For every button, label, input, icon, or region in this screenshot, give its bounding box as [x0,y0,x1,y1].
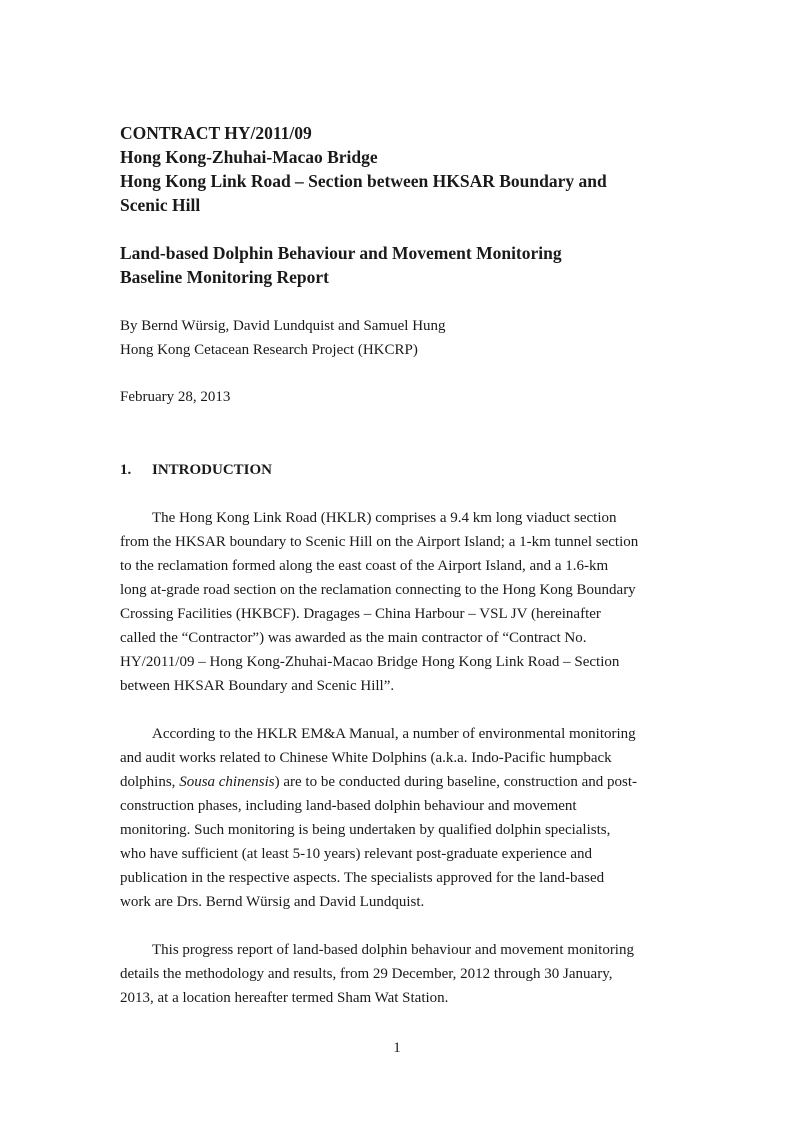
report-title-line1: Land-based Dolphin Behaviour and Movement Monitoring [120,243,562,263]
text-run: ) are to be conducted during baseline, construction and post- [274,774,637,790]
section-heading [120,458,272,482]
paragraph-line: long at-grade road section on the reclamation connecting to the Hong Kong Boundary [120,582,636,598]
text-run: dolphins, [120,774,180,790]
report-title-line2: Baseline Monitoring Report [120,267,330,287]
paragraph-line: The Hong Kong Link Road (HKLR) comprises a 9.4 km long viaduct section [152,510,617,526]
paragraph-2 [120,722,680,914]
paragraph-line: who have sufficient (at least 5-10 years) relevant post-graduate experience and [120,846,593,862]
paragraph-line: 2013, at a location hereafter termed Sham Wat Station. [120,990,449,1006]
paragraph-line: details the methodology and results, from 29 December, 2012 through 30 January, [120,966,613,982]
paragraph-line: Crossing Facilities (HKBCF). Dragages – China Harbour – VSL JV (hereinafter [120,606,601,622]
section-title: INTRODUCTION [152,462,273,478]
page-number: 1 [393,1040,401,1056]
report-title [120,241,562,289]
project-section-line2: Scenic Hill [120,195,201,215]
paragraph-line: between HKSAR Boundary and Scenic Hill”. [120,678,395,694]
paragraph-line [120,770,680,794]
contract-title [120,121,680,217]
authors-block [120,314,446,362]
paragraph-3 [120,938,680,1010]
paragraph-line: publication in the respective aspects. The specialists approved for the land-based [120,870,605,886]
contract-number: CONTRACT HY/2011/09 [120,123,312,143]
paragraph-line: construction phases, including land-based dolphin behaviour and movement [120,798,577,814]
paragraph-line: This progress report of land-based dolphin behaviour and movement monitoring [152,942,634,958]
species-name: Sousa chinensis [179,774,275,790]
paragraph-line: HY/2011/09 – Hong Kong-Zhuhai-Macao Bridge Hong Kong Link Road – Section [120,654,620,670]
project-section-line1: Hong Kong Link Road – Section between HKSAR Boundary and [120,171,607,191]
report-date: February 28, 2013 [120,389,231,405]
paragraph-line: to the reclamation formed along the east coast of the Airport Island, and a 1.6-km [120,558,609,574]
paragraph-line: and audit works related to Chinese White Dolphins (a.k.a. Indo-Pacific humpback [120,750,612,766]
paragraph-line: According to the HKLR EM&A Manual, a number of environmental monitoring [152,726,636,742]
paragraph-line: from the HKSAR boundary to Scenic Hill on the Airport Island; a 1-km tunnel section [120,534,639,550]
author-byline: By Bernd Würsig, David Lundquist and Samuel Hung [120,318,446,334]
paragraph-1 [120,506,680,698]
paragraph-line: called the “Contractor”) was awarded as the main contractor of “Contract No. [120,630,587,646]
section-number: 1. [120,462,132,478]
paragraph-line: monitoring. Such monitoring is being undertaken by qualified dolphin specialists, [120,822,611,838]
project-name: Hong Kong-Zhuhai-Macao Bridge [120,147,378,167]
paragraph-line: work are Drs. Bernd Würsig and David Lundquist. [120,894,425,910]
author-organization: Hong Kong Cetacean Research Project (HKCRP) [120,342,418,358]
